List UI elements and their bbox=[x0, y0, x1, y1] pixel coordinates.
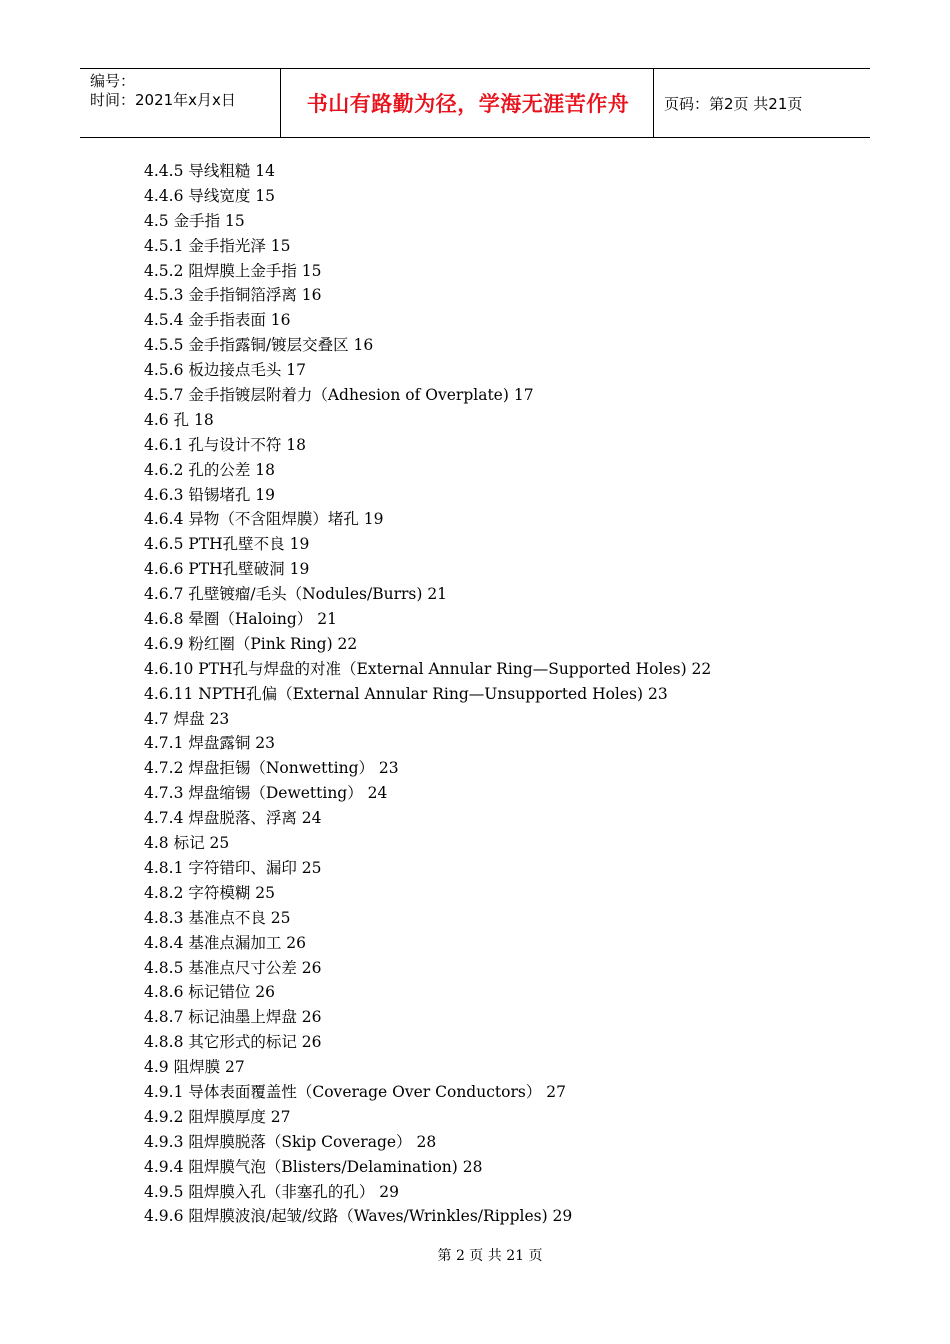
page-header bbox=[80, 68, 870, 138]
toc-entry: 4.8.8 其它形式的标记 26 bbox=[144, 1033, 322, 1052]
toc-entry: 4.9.3 阻焊膜脱落（Skip Coverage） 28 bbox=[144, 1132, 437, 1151]
toc-entry: 4.6.7 孔壁镀瘤/毛头（Nodules/Burrs) 21 bbox=[144, 585, 448, 604]
toc-entry: 4.7.1 焊盘露铜 23 bbox=[144, 734, 276, 753]
document-date: 时间：2021年x月x日 bbox=[90, 91, 236, 109]
toc-entry: 4.4.5 导线粗糙 14 bbox=[144, 162, 276, 180]
toc-entry: 4.5.1 金手指光泽 15 bbox=[144, 236, 291, 255]
toc-entry: 4.5.2 阻焊膜上金手指 15 bbox=[144, 261, 322, 280]
toc-entry: 4.8.6 标记错位 26 bbox=[144, 983, 276, 1002]
toc-entry: 4.6.1 孔与设计不符 18 bbox=[144, 435, 307, 454]
header-motto: 书山有路勤为径，学海无涯苦作舟 bbox=[306, 92, 630, 116]
toc-entry: 4.5.4 金手指表面 16 bbox=[144, 311, 291, 330]
toc-entry: 4.6.5 PTH孔壁不良 19 bbox=[144, 535, 310, 554]
header-motto-cell bbox=[281, 69, 654, 137]
toc-entry: 4.8.1 字符错印、漏印 25 bbox=[144, 858, 322, 877]
toc-entry: 4.6.11 NPTH孔偏（External Annular Ring—Unsupported Holes) 23 bbox=[144, 684, 668, 703]
toc-entry: 4.9.5 阻焊膜入孔（非塞孔的孔） 29 bbox=[144, 1182, 400, 1201]
toc-entry: 4.6.6 PTH孔壁破洞 19 bbox=[144, 560, 310, 579]
toc-entry: 4.5.3 金手指铜箔浮离 16 bbox=[144, 286, 322, 305]
toc-entry: 4.9.6 阻焊膜波浪/起皱/纹路（Waves/Wrinkles/Ripples) 29 bbox=[144, 1207, 573, 1226]
toc-entry: 4.5.7 金手指镀层附着力（Adhesion of Overplate) 17 bbox=[144, 386, 534, 405]
toc-entry: 4.8 标记 25 bbox=[144, 834, 230, 853]
toc-entry: 4.5.6 板边接点毛头 17 bbox=[144, 361, 307, 380]
toc-entry: 4.9.2 阻焊膜厚度 27 bbox=[144, 1107, 291, 1126]
toc-entry: 4.6.8 晕圈（Haloing） 21 bbox=[144, 610, 337, 629]
toc-entry: 4.6.2 孔的公差 18 bbox=[144, 460, 276, 479]
toc-entry: 4.7.4 焊盘脱落、浮离 24 bbox=[144, 809, 322, 828]
table-of-contents bbox=[144, 159, 864, 1229]
toc-entry: 4.8.5 基准点尺寸公差 26 bbox=[144, 958, 322, 977]
page-footer: 第 2 页 共 21 页 bbox=[437, 1248, 543, 1264]
toc-entry: 4.6 孔 18 bbox=[144, 410, 214, 429]
toc-entry: 4.5.5 金手指露铜/镀层交叠区 16 bbox=[144, 336, 374, 355]
toc-entry: 4.7 焊盘 23 bbox=[144, 709, 230, 728]
toc-entry: 4.9.4 阻焊膜气泡（Blisters/Delamination) 28 bbox=[144, 1157, 483, 1176]
toc-entry: 4.6.9 粉红圈（Pink Ring) 22 bbox=[144, 634, 358, 653]
toc-entry: 4.8.2 字符模糊 25 bbox=[144, 883, 276, 902]
toc-entry: 4.6.4 异物（不含阻焊膜）堵孔 19 bbox=[144, 510, 384, 529]
toc-entry: 4.4.6 导线宽度 15 bbox=[144, 186, 276, 205]
header-page-info-cell bbox=[654, 69, 870, 137]
toc-entry: 4.8.3 基准点不良 25 bbox=[144, 908, 291, 927]
toc-entry: 4.9.1 导体表面覆盖性（Coverage Over Conductors） 27 bbox=[144, 1082, 566, 1101]
toc-entry: 4.7.3 焊盘缩锡（Dewetting） 24 bbox=[144, 784, 388, 803]
header-page-info: 页码：第2页 共21页 bbox=[664, 94, 803, 113]
toc-entry: 4.6.10 PTH孔与焊盘的对准（External Annular Ring—Supported Holes) 22 bbox=[144, 659, 712, 678]
toc-entry: 4.8.7 标记油墨上焊盘 26 bbox=[144, 1008, 322, 1027]
toc-entry: 4.5 金手指 15 bbox=[144, 211, 245, 230]
toc-entry: 4.9 阻焊膜 27 bbox=[144, 1058, 245, 1077]
header-meta bbox=[80, 69, 281, 137]
toc-entry: 4.6.3 铅锡堵孔 19 bbox=[144, 485, 276, 504]
document-number-label: 编号： bbox=[90, 72, 136, 90]
toc-entry: 4.7.2 焊盘拒锡（Nonwetting） 23 bbox=[144, 759, 399, 778]
toc-entry: 4.8.4 基准点漏加工 26 bbox=[144, 933, 307, 952]
